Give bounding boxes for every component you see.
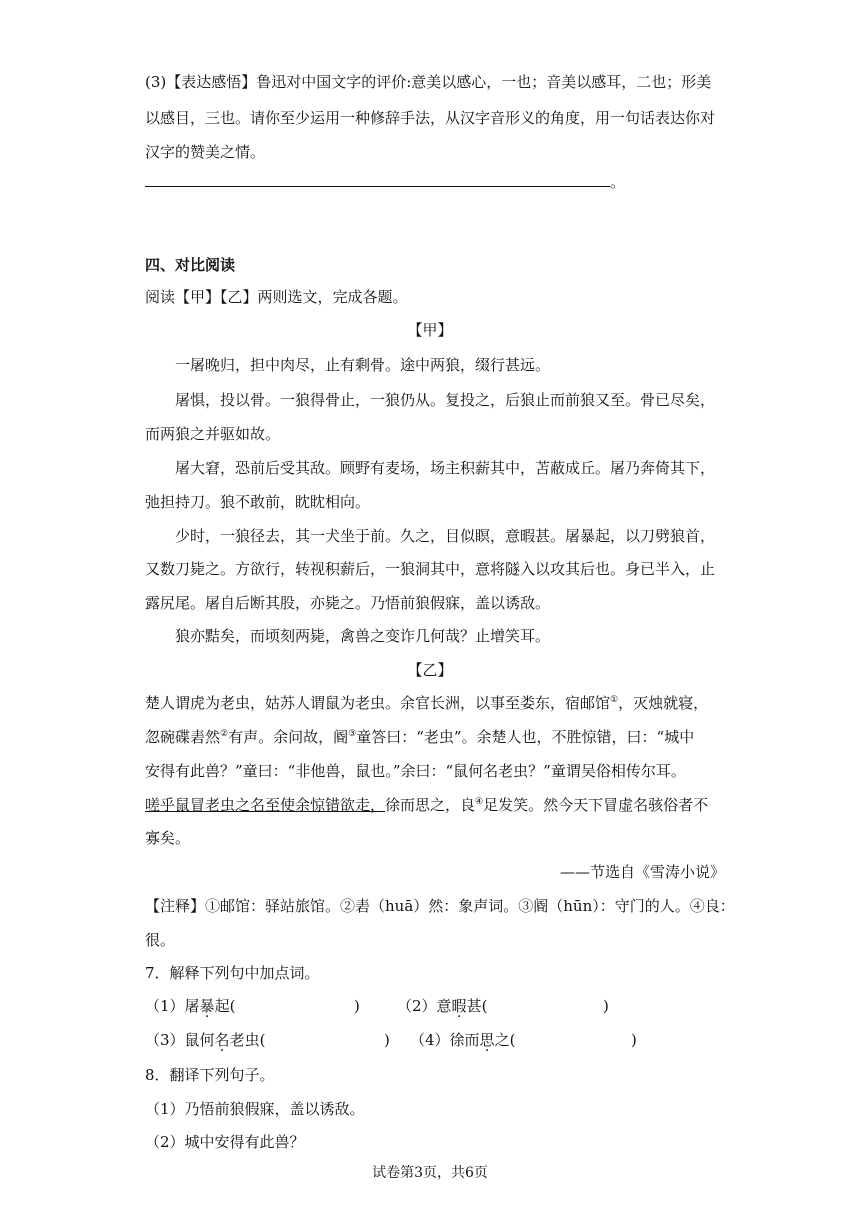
notes-line-1: 【注释】①邮馆：驿站旅馆。②砉（huā）然：象声词。③阍（hūn）：守门的人。④良： [145, 897, 735, 915]
q8-title: 8．翻译下列句子。 [145, 1066, 275, 1084]
q7-item-1-close: ) [354, 997, 360, 1015]
q7-item-3-prefix: （3）鼠何 [145, 1031, 215, 1049]
yi-source: ——节选自《雪涛小说》 [559, 863, 725, 881]
q3-line-3: 汉字的赞美之情。 [145, 143, 266, 161]
dotted-word: 暴 [199, 997, 215, 1015]
note-ref-1: ① [610, 695, 619, 705]
yi-line-4-text-c: 足发笑。然今天下冒虚名骇俗者不 [483, 796, 709, 814]
yi-line-1-text-a: 楚人谓虎为老虫，姑苏人谓鼠为老虫。余官长洲，以事至娄东，宿邮馆 [145, 694, 611, 712]
yi-line-2 [145, 727, 694, 747]
q7-item-2-close: ) [603, 997, 609, 1015]
q7-item-1-prefix: （1）屠 [145, 997, 200, 1015]
section-heading: 四、对比阅读 [145, 256, 236, 274]
q7-title: 7．解释下列句中加点词。 [145, 964, 320, 982]
note-ref-2: ② [220, 729, 229, 739]
page-footer: 试卷第3页，共6页 [372, 1165, 488, 1181]
yi-line-2-text-a: 忽碗碟砉然 [145, 728, 221, 746]
q8-sentence-1: （1）乃悟前狼假寐，盖以诱敌。 [145, 1100, 365, 1118]
q7-item-3-close: ) [384, 1031, 390, 1049]
answer-end-mark: 。 [610, 173, 626, 191]
jia-paragraph-5: 狼亦黠矣，而顷刻两毙，禽兽之变诈几何哉？止增笑耳。 [175, 627, 551, 645]
q3-line-1: (3)【表达感悟】鲁迅对中国文字的评价:意美以感心，一也；音美以感耳，二也；形美 [145, 73, 712, 91]
jia-paragraph-2a: 屠惧，投以骨。一狼得骨止，一狼仍从。复投之，后狼止而前狼又至。骨已尽矣， [175, 391, 716, 409]
yi-line-5: 寡矣。 [145, 829, 191, 847]
q7-item-4 [410, 1030, 515, 1050]
yi-line-4 [145, 795, 708, 815]
yi-line-1-text-b: ，灭烛就寝， [618, 694, 709, 712]
dotted-word: 思 [479, 1031, 495, 1049]
yi-line-1 [145, 693, 708, 713]
dotted-word: 暇 [451, 997, 467, 1015]
q8-sentence-2: （2）城中安得有此兽？ [145, 1133, 305, 1151]
q7-item-1 [145, 996, 235, 1016]
q7-item-1-suffix: 起( [214, 997, 236, 1015]
dotted-word: 名 [214, 1031, 230, 1049]
jia-paragraph-1: 一屠晚归，担中肉尽，止有剩骨。途中两狼，缀行甚远。 [175, 356, 551, 374]
q7-item-2 [397, 996, 487, 1016]
yi-line-2-text-b: 有声。余问故，阍 [228, 728, 349, 746]
yi-line-3: 安得有此兽？”童曰：“非他兽，鼠也。”余曰：“鼠何名老虫？”童谓吴俗相传尔耳。 [145, 762, 686, 780]
jia-paragraph-4b: 又数刀毙之。方欲行，转视积薪后，一狼洞其中，意将隧入以攻其后也。身已半入，止 [145, 560, 716, 578]
note-ref-4: ④ [475, 797, 484, 807]
jia-paragraph-3a: 屠大窘，恐前后受其敌。顾野有麦场，场主积薪其中，苫蔽成丘。屠乃奔倚其下， [175, 459, 716, 477]
note-ref-3: ③ [348, 729, 357, 739]
yi-line-4-text-b: 徐而思之，良 [385, 796, 476, 814]
q7-item-2-suffix: 甚( [466, 997, 488, 1015]
q7-item-4-prefix: （4）徐而 [410, 1031, 480, 1049]
underlined-sentence: 嗟乎鼠冒老虫之名至使余惊错欲走， [145, 796, 386, 814]
jia-paragraph-3b: 弛担持刀。狼不敢前，眈眈相向。 [145, 493, 371, 511]
q7-item-3-suffix: 老虫( [229, 1031, 266, 1049]
passage-jia-title: 【甲】 [407, 321, 453, 339]
section-intro: 阅读【甲】【乙】两则选文，完成各题。 [145, 288, 408, 306]
q7-item-3 [145, 1030, 265, 1050]
answer-blank[interactable] [145, 172, 610, 187]
jia-paragraph-4c: 露尻尾。屠自后断其股，亦毙之。乃悟前狼假寐，盖以诱敌。 [145, 594, 551, 612]
passage-yi-title: 【乙】 [407, 661, 453, 679]
jia-paragraph-4a: 少时，一狼径去，其一犬坐于前。久之，目似瞑，意暇甚。屠暴起，以刀劈狼首， [175, 527, 716, 545]
q7-item-4-suffix: 之( [494, 1031, 516, 1049]
notes-line-2: 很。 [145, 931, 176, 949]
jia-paragraph-2b: 而两狼之并驱如故。 [145, 425, 281, 443]
q3-answer-line[interactable] [145, 172, 625, 192]
q3-line-2: 以感目，三也。请你至少运用一种修辞手法，从汉字音形义的角度，用一句话表达你对 [145, 109, 716, 127]
q7-item-4-close: ) [631, 1031, 637, 1049]
yi-line-2-text-c: 童答曰：“老虫”。余楚人也，不胜惊错，曰：“城中 [356, 728, 695, 746]
q7-item-2-prefix: （2）意 [397, 997, 452, 1015]
